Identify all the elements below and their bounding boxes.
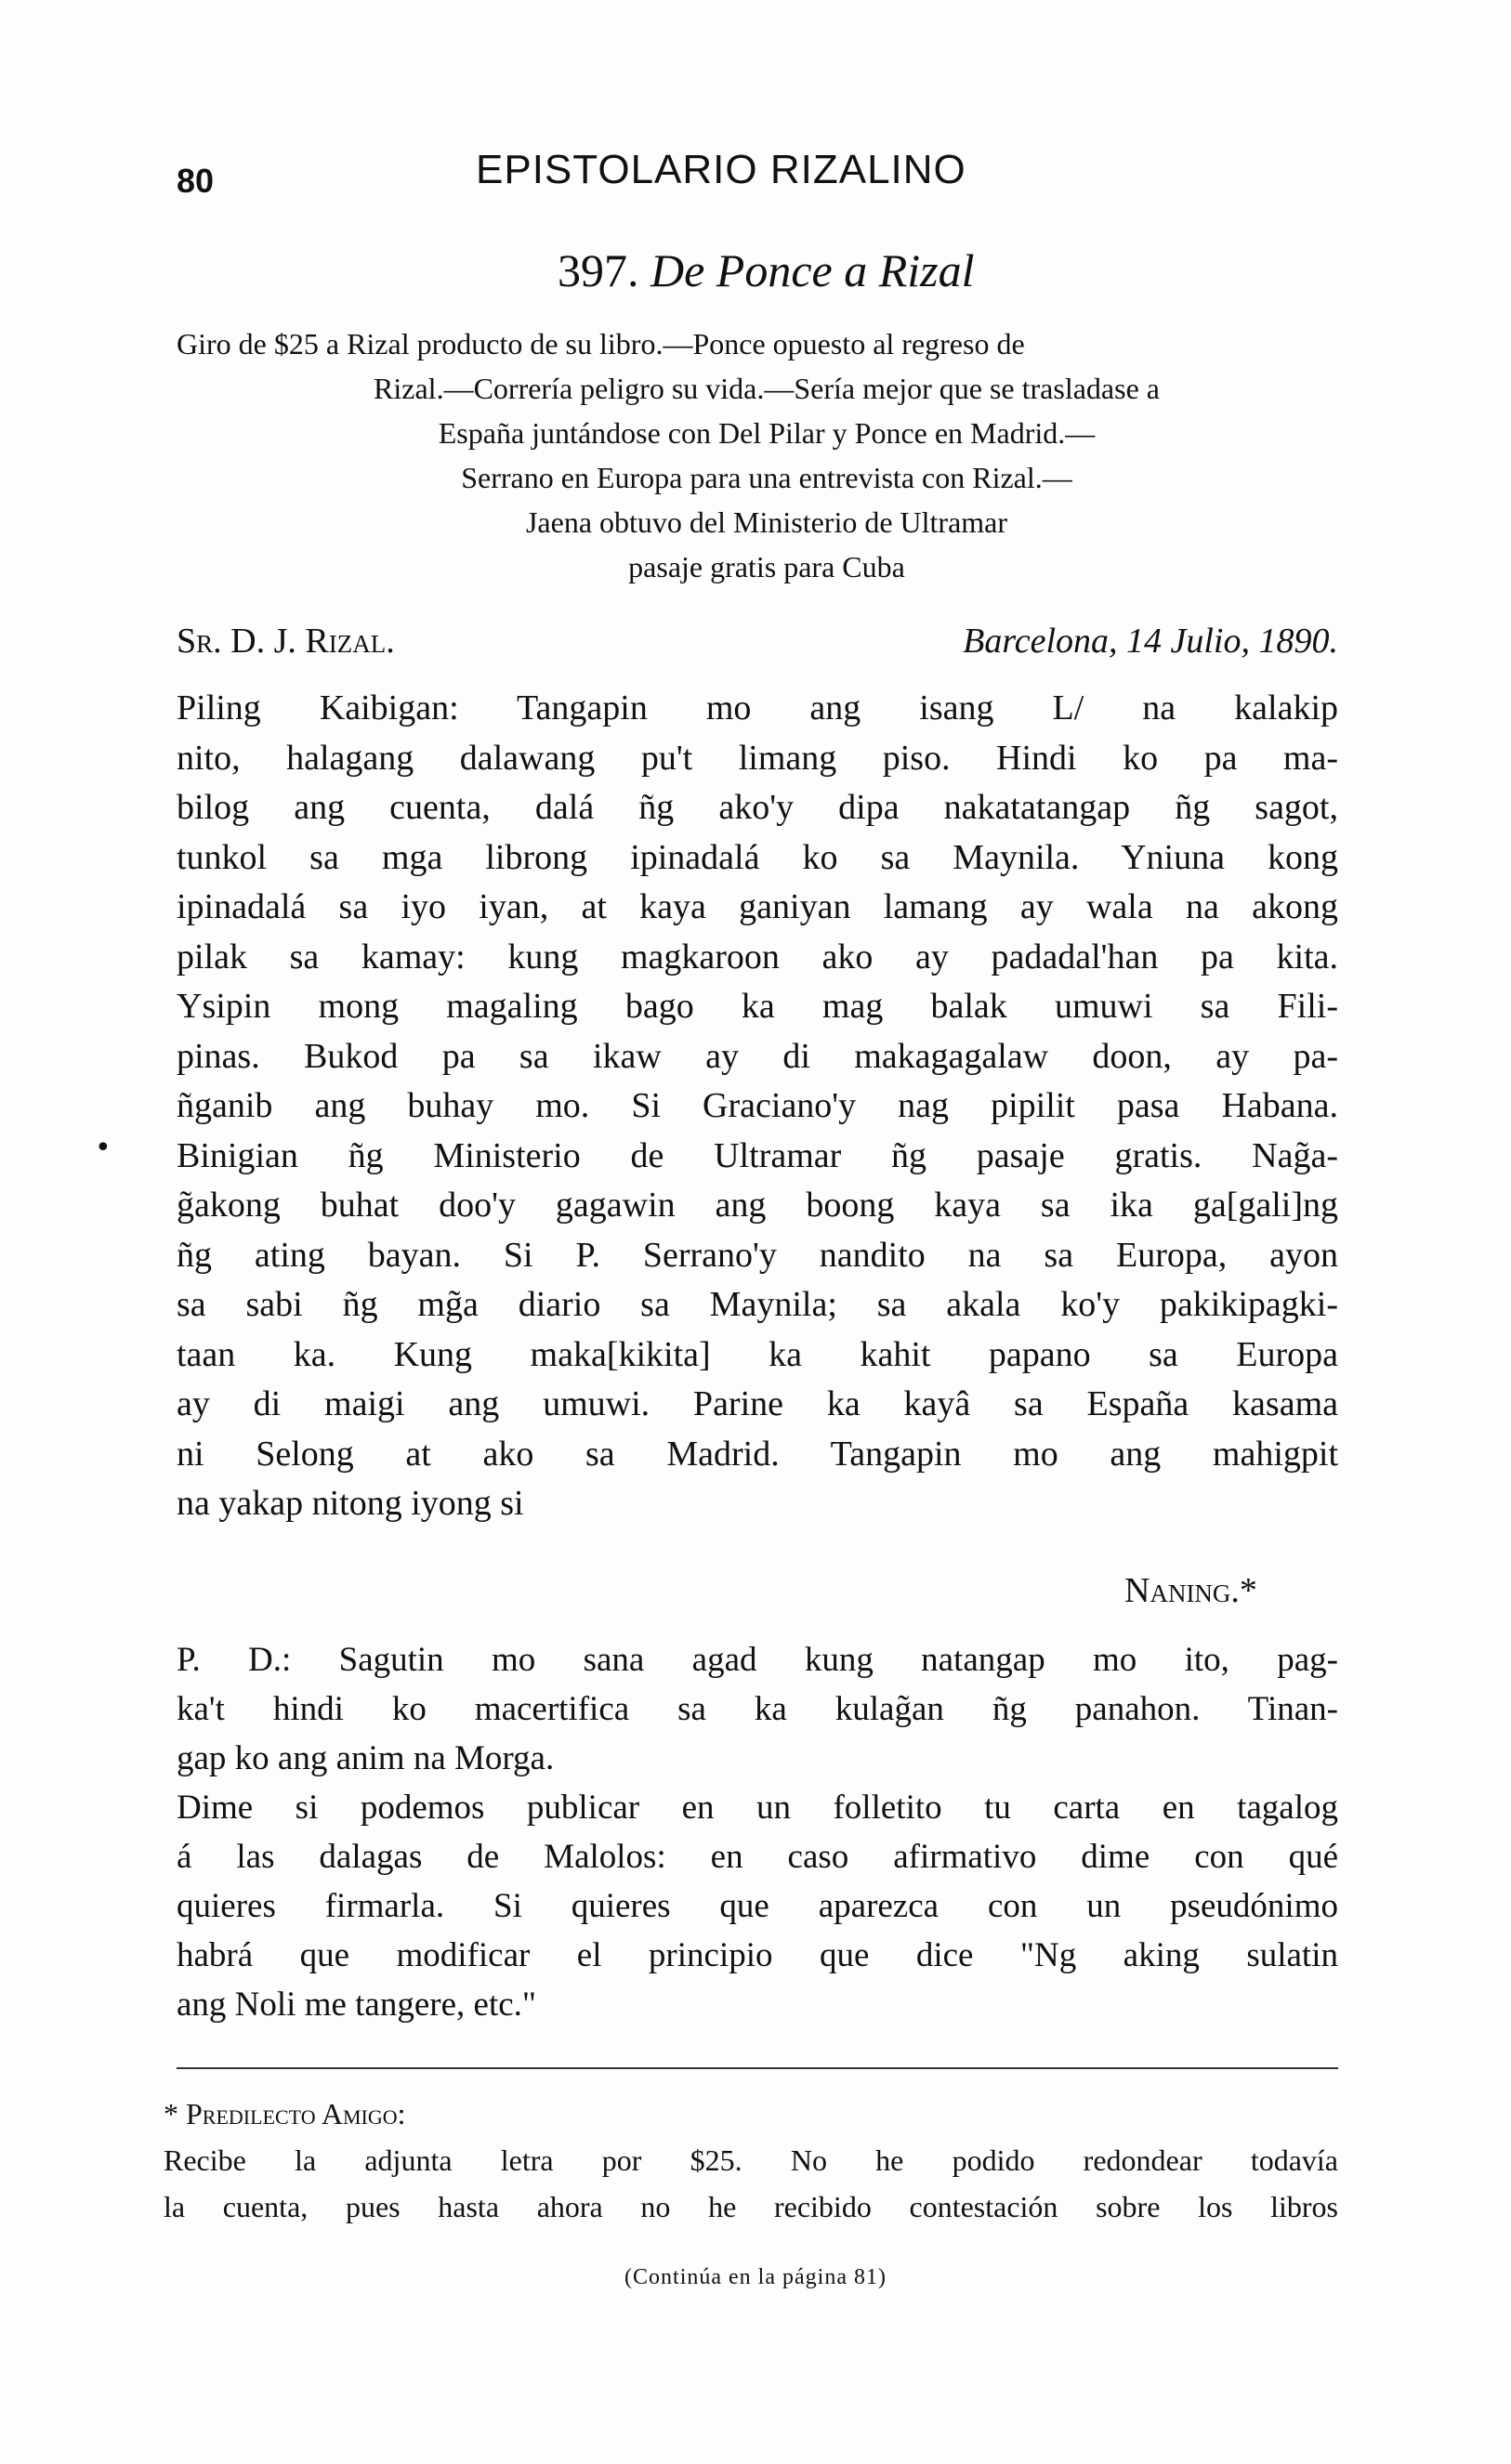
body-line: ñg ating bayan. Si P. Serrano'y nandito na sa Europa, ayon <box>177 1235 1338 1275</box>
footnote-heading: * Predilecto Amigo: <box>164 2097 406 2130</box>
postscript-line: P. D.: Sagutin mo sana agad kung natangap mo ito, pag- <box>177 1641 1338 1679</box>
letter-number: 397. <box>558 244 639 296</box>
footnote-divider <box>177 2067 1338 2069</box>
footnote-line: Recibe la adjunta letra por $25. No he podido redondear todavía <box>164 2143 1338 2177</box>
letter-summary <box>177 321 1357 589</box>
body-line: taan ka. Kung maka[kikita] ka kahit papano sa Europa <box>177 1334 1338 1374</box>
body-line: tunkol sa mga librong ipinadalá ko sa Maynila. Yniuna kong <box>177 837 1338 877</box>
footnote <box>164 2090 1338 2230</box>
summary-line: España juntándose con Del Pilar y Ponce en Madrid.— <box>438 416 1096 450</box>
body-line: pinas. Bukod pa sa ikaw ay di makagagalaw doon, ay pa- <box>177 1036 1338 1076</box>
postscript-line: á las dalagas de Malolos: en caso afirmativo dime con qué <box>177 1838 1338 1876</box>
summary-line: Serrano en Europa para una entrevista con Rizal.— <box>461 461 1072 494</box>
body-line: Piling Kaibigan: Tangapin mo ang isang L/ na kalakip <box>177 688 1338 727</box>
body-line: na yakap nitong iyong si <box>177 1484 524 1523</box>
body-line: g̃akong buhat doo'y gagawin ang boong kaya sa ika ga[gali]ng <box>177 1186 1338 1225</box>
addressee: Sr. D. J. Rizal. <box>177 622 395 661</box>
body-line: ay di maigi ang umuwi. Parine ka kayâ sa España kasama <box>177 1384 1338 1423</box>
summary-line: Rizal.—Correría peligro su vida.—Sería mejor que se trasladase a <box>374 372 1160 405</box>
signature: Naning.* <box>1124 1571 1257 1610</box>
body-line: pilak sa kamay: kung magkaroon ako ay padadal'han pa kita. <box>177 937 1338 976</box>
margin-dot: • <box>95 1132 112 1164</box>
postscript-line: ka't hindi ko macertifica sa ka kulag̃an ñg panahon. Tinan- <box>177 1690 1338 1728</box>
summary-line: Jaena obtuvo del Ministerio de Ultramar <box>525 505 1008 539</box>
postscript <box>177 1635 1338 2029</box>
postscript-line: gap ko ang anim na Morga. <box>177 1739 555 1777</box>
body-line: ñganib ang buhay mo. Si Graciano'y nag pipilit pasa Habana. <box>177 1086 1338 1125</box>
footnote-line: la cuenta, pues hasta ahora no he recibido contestación sobre los libros <box>164 2190 1338 2223</box>
letter-title <box>558 243 975 297</box>
letter-body <box>177 684 1338 1529</box>
letter-title-text: De Ponce a Rizal <box>650 244 975 296</box>
body-line: ni Selong at ako sa Madrid. Tangapin mo ang mahigpit <box>177 1434 1338 1474</box>
postscript-line: Dime si podemos publicar en un folletito tu carta en tagalog <box>177 1789 1338 1827</box>
book-title: EPISTOLARIO RIZALINO <box>476 147 966 192</box>
summary-line: pasaje gratis para Cuba <box>628 550 905 583</box>
body-line: sa sabi ñg mg̃a diario sa Maynila; sa akala ko'y pakikipagki- <box>177 1285 1338 1324</box>
postscript-line: ang Noli me tangere, etc." <box>177 1986 537 2024</box>
summary-line: Giro de $25 a Rizal producto de su libro.—Ponce opuesto al regreso de <box>177 327 1025 360</box>
running-head <box>0 147 1511 203</box>
body-line: bilog ang cuenta, dalá ñg ako'y dipa nakatatangap ñg sagot, <box>177 788 1338 827</box>
page-number: 80 <box>177 162 215 200</box>
postscript-line: quieres firmarla. Si quieres que aparezca con un pseudónimo <box>177 1887 1338 1925</box>
dateline: Barcelona, 14 Julio, 1890. <box>963 622 1338 661</box>
body-line: Ysipin mong magaling bago ka mag balak umuwi sa Fili- <box>177 987 1338 1026</box>
body-line: nito, halagang dalawang pu't limang piso. Hindi ko pa ma- <box>177 738 1338 778</box>
continuation-note: (Continúa en la página 81) <box>624 2265 887 2289</box>
body-line: Binigian ñg Ministerio de Ultramar ñg pasaje gratis. Nag̃a- <box>177 1135 1338 1175</box>
postscript-line: habrá que modificar el principio que dice "Ng aking sulatin <box>177 1936 1338 1974</box>
salutation-line <box>177 621 1338 667</box>
body-line: ipinadalá sa iyo iyan, at kaya ganiyan lamang ay wala na akong <box>177 887 1338 926</box>
